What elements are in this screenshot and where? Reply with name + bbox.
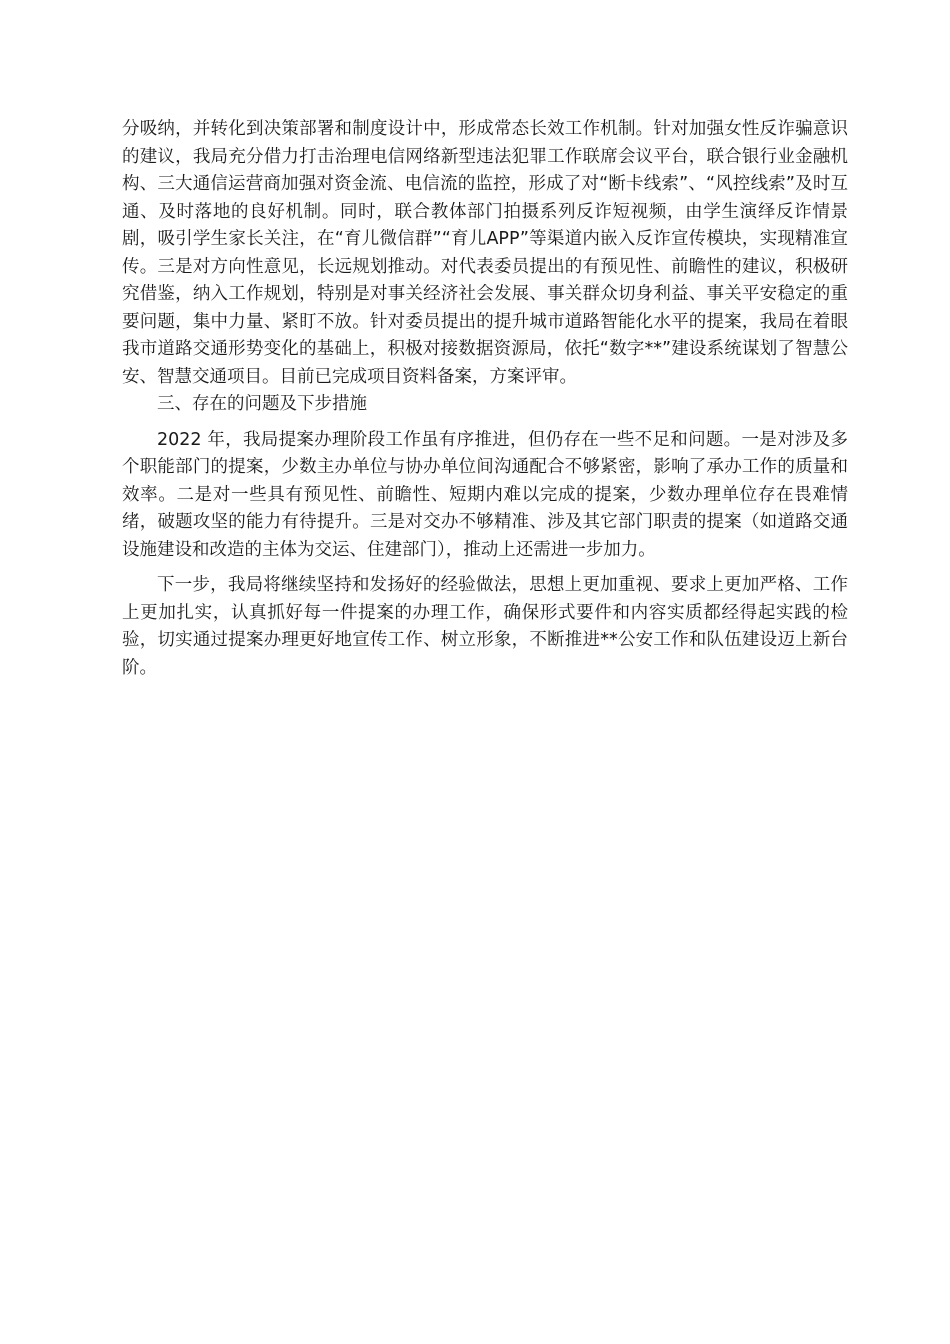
section-heading: 三、存在的问题及下步措施	[157, 394, 367, 414]
paragraph-next-steps: 下一步，我局将继续坚持和发扬好的经验做法，思想上更加重视、要求上更加严格、工作上更加扎实，认真抓好每一件提案的办理工作，确保形式要件和内容实质都经得起实践的检验，切实通过提案办理更好地宣传工作、树立形象，不断推进**公安工作和队伍建设迈上新台阶。	[122, 575, 848, 678]
paragraph-problems: 2022 年，我局提案办理阶段工作虽有序推进，但仍存在一些不足和问题。一是对涉及多个职能部门的提案，少数主办单位与协办单位间沟通配合不够紧密，影响了承办工作的质量和效率。二是对一些具有预见性、前瞻性、短期内难以完成的提案，少数办理单位存在畏难情绪，破题攻坚的能力有待提升。三是对交办不够精准、涉及其它部门职责的提案（如道路交通设施建设和改造的主体为交运、住建部门），推动上还需进一步加力。	[122, 429, 848, 560]
paragraph-continued: 分吸纳，并转化到决策部署和制度设计中，形成常态长效工作机制。针对加强女性反诈骗意识的建议，我局充分借力打击治理电信网络新型违法犯罪工作联席会议平台，联合银行业金融机构、三大通信运营商加强对资金流、电信流的监控，形成了对“断卡线索”、“风控线索”及时互通、及时落地的良好机制。同时，联合教体部门拍摄系列反诈短视频，由学生演绎反诈情景剧，吸引学生家长关注，在“育儿微信群”“育儿APP”等渠道内嵌入反诈宣传模块，实现精准宣传。三是对方向性意见，长远规划推动。对代表委员提出的有预见性、前瞻性的建议，积极研究借鉴，纳入工作规划，特别是对事关经济社会发展、事关群众切身利益、事关平安稳定的重要问题，集中力量、紧盯不放。针对委员提出的提升城市道路智能化水平的提案，我局在着眼我市道路交通形势变化的基础上，积极对接数据资源局，依托“数字**”建设系统谋划了智慧公安、智慧交通项目。目前已完成项目资料备案，方案评审。	[122, 119, 848, 387]
document-body	[122, 116, 848, 682]
